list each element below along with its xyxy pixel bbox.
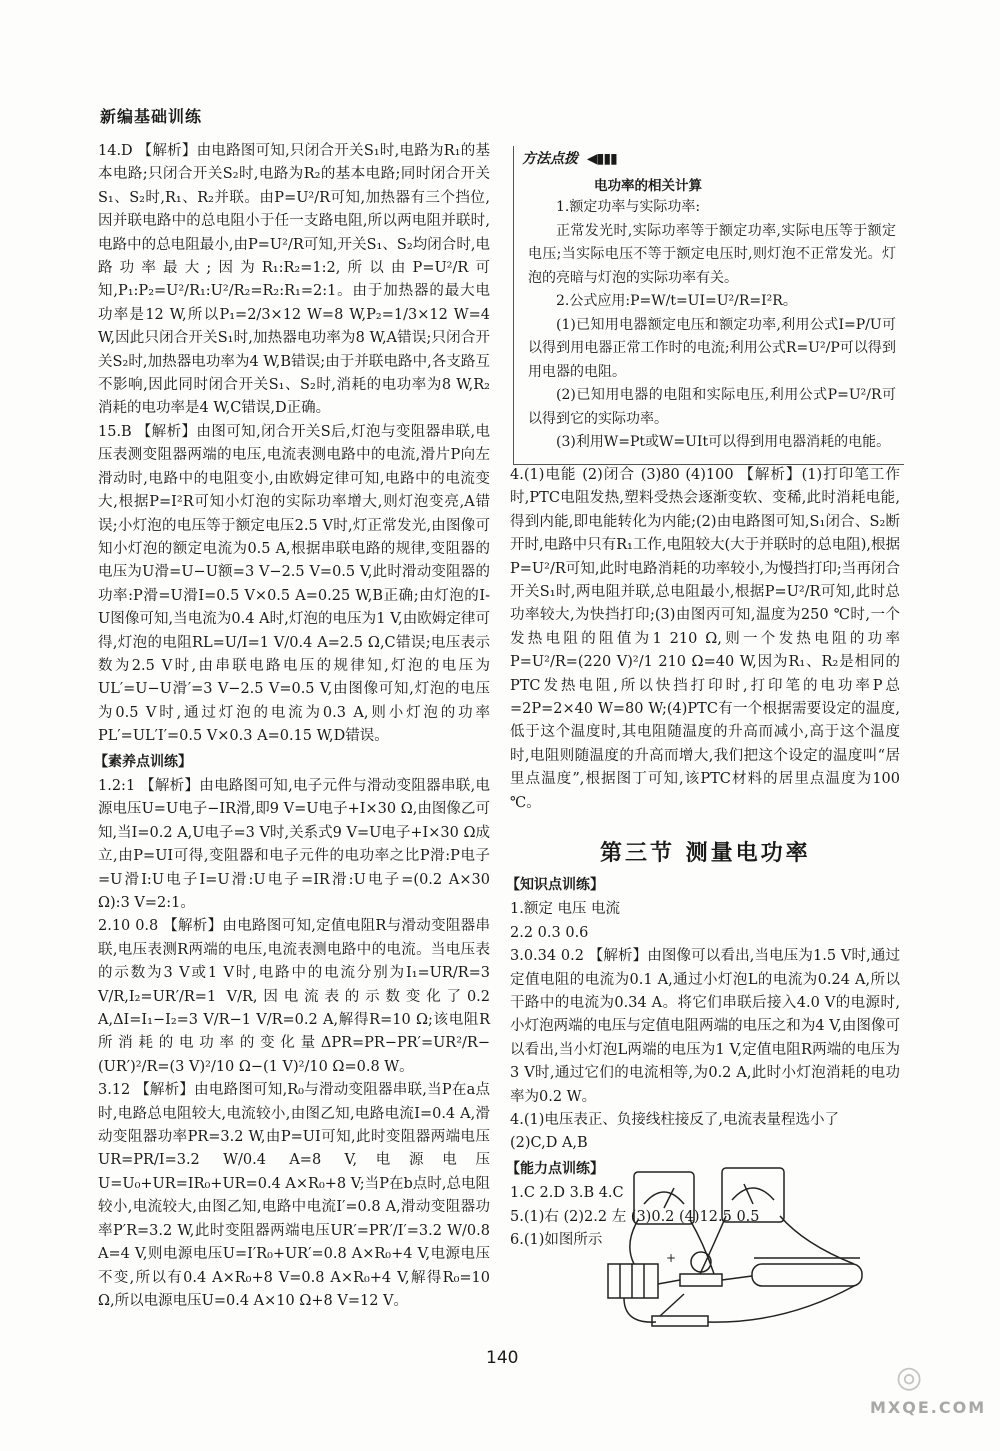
method-tip-heading xyxy=(522,148,617,168)
method-tip-title: 电功率的相关计算 xyxy=(594,178,702,194)
zhishi-4: 4.(1)电压表正、负接线柱接反了,电流表量程选小了 xyxy=(510,1112,839,1129)
suyang-2: 2.10 0.8 【解析】由电路图可知,定值电阻R与滑动变阻器串联,电压表测R两端的电压,电流表测电路中的电流。当电压表的示数为3 V或1 V时,电路中的电流分别为I₁=UR/R=3 V/R,I₂=UR′/R=1 V/R,因电流表的示数变化了0.2 A,ΔI=I₁−I₂=3 V/R−1 V/R=0.2 A,解得R=10 Ω;该电阻R所消耗的电功率的变化量ΔPR=PR−PR′=UR²/R−(UR′)²/R=(3 V)²/10 Ω−(1 V)²/10 Ω=0.8 W。 xyxy=(98,918,490,1075)
page-number: 140 xyxy=(486,1348,519,1368)
ammeter-icon xyxy=(634,1172,694,1224)
answer-14: 14.D 【解析】由电路图可知,只闭合开关S₁时,电路为R₁的基本电路;只闭合开关S₂时,电路为R₂的基本电路;同时闭合开关S₁、S₂时,R₁、R₂并联。由P=U²/R可知,加热器有三个挡位,因并联电路中的总电阻小于任一支路电阻,所以两电阻并联时,电路中的总电阻最小,由P=U²/R可知,开关S₁、S₂均闭合时,电路功率最大;因为R₁:R₂=1:2,所以由P=U²/R可知,P₁:P₂=U²/R₁:U²/R₂=R₂:R₁=2:1。由于加热器的最大电功率是12 W,所以P₁=2/3×12 W=8 W,P₂=1/3×12 W=4 W,因此只闭合开关S₁时,加热器电功率为8 W,A错误;只闭合开关S₂时,加热器电功率为4 W,B错误;由于并联电路中,各支路互不影响,因此同时闭合开关S₁、S₂时,消耗的电功率为8 W,R₂消耗的电功率是4 W,C错误,D正确。 xyxy=(98,143,490,417)
svg-text:+: + xyxy=(666,1251,677,1265)
tip-para: (2)已知用电器的电阻和实际电压,利用公式P=U²/R可以得到它的实际功率。 xyxy=(528,387,896,427)
left-column xyxy=(94,140,490,1313)
answer-4: 4.(1)电能 (2)闭合 (3)80 (4)100 【解析】(1)打印笔工作时,PTC电阻发热,塑料受热会逐渐变软、变稀,此时消耗电能,得到内能,即电能转化为内能;(2)由电路图可知,S₁闭合、S₂断开时,电路中只有R₁工作,电阻较大(大于并联时的总电阻),根据P=U²/R可知,此时电路消耗的功率较小,为慢挡打印;当再闭合开关S₁时,两电阻并联,总电阻最小,根据P=U²/R可知,此时总功率较大,为快挡打印;(3)由图丙可知,温度为250 ℃时,一个发热电阻的阻值为1 210 Ω,则一个发热电阻的功率P=U²/R=(220 V)²/1 210 Ω=40 W,因为R₁、R₂是相同的PTC发热电阻,所以快挡打印时,打印笔的电功率P总=2P=2×40 W=80 W;(4)PTC有一个根据需要设定的温度,低于这个温度时,其电阻随温度的升高而减小,高于这个温度时,电阻则随温度的升高而增大,我们把这个设定的温度叫“居里点温度”,根据图丁可知,该PTC材料的居里点温度为100 ℃。 xyxy=(510,467,900,811)
tip-para: 1.额定功率与实际功率: xyxy=(556,199,701,215)
nengli-1: 1.C 2.D 3.B 4.C xyxy=(510,1185,624,1202)
speaker-icon: ◀▮▮▮ xyxy=(586,151,617,167)
suyang-1: 1.2:1 【解析】由电路图可知,电子元件与滑动变阻器串联,电源电压U=U电子−IR滑,即9 V=U电子+I×30 Ω,由图像乙可知,当I=0.2 A,U电子=3 V时,关系式9 V=U电子+I×30 Ω成立,由P=UI可得,变阻器和电子元件的电功率之比P滑:P电子=U滑I:U电子I=U滑:U电子=IR滑:U电子=(0.2 A×30 Ω):3 V=2:1。 xyxy=(98,777,490,911)
section-suyang: 【素养点训练】 xyxy=(94,753,192,770)
switch-icon xyxy=(652,1316,708,1326)
watermark-url: MXQE.COM xyxy=(870,1398,987,1417)
circuit-diagram xyxy=(604,1164,884,1334)
tip-para: (1)已知用电器额定电压和额定功率,利用公式I=P/U可以得到用电器正常工作时的电流;利用公式R=U²/P可以得到用电器的电阻。 xyxy=(528,316,896,380)
tip-para: 正常发光时,实际功率等于额定功率,实际电压等于额定电压;当实际电压不等于额定电压时,则灯泡不正常发光。灯泡的亮暗与灯泡的实际功率有关。 xyxy=(528,222,896,286)
nengli-3: 6.(1)如图所示 xyxy=(510,1232,603,1249)
zhishi-2: 2.2 0.3 0.6 xyxy=(510,924,589,941)
section-title: 第三节 测量电功率 xyxy=(600,840,811,866)
zhishi-1: 1.额定 电压 电流 xyxy=(510,901,621,918)
watermark-logo: ◎ xyxy=(896,1360,923,1395)
voltmeter-icon xyxy=(722,1168,784,1222)
answer-15: 15.B 【解析】由图可知,闭合开关S后,灯泡与变阻器串联,电压表测变阻器两端的电压,电流表测电路中的电流,滑片P向左滑动时,电路中的电阻变小,由欧姆定律可知,电路中的电流变大,根据P=I²R可知小灯泡的实际功率增大,则灯泡变亮,A错误;小灯泡的电压等于额定电压2.5 V时,灯正常发光,由图像可知小灯泡的额定电流为0.5 A,根据串联电路的规律,变阻器的电压为U滑=U−U额=3 V−2.5 V=0.5 V,此时滑动变阻器的功率:P滑=U滑I=0.5 V×0.5 A=0.25 W,B正确;由灯泡的I-U图像可知,当电流为0.4 A时,灯泡的电压为1 V,由欧姆定律可得,灯泡的电阻RL=U/I=1 V/0.4 A=2.5 Ω,C错误;电压表示数为2.5 V时,由串联电路电压的规律知,灯泡的电压为UL′=U−U滑′=3 V−2.5 V=0.5 V,由图像可知,灯泡的电压为0.5 V时,通过灯泡的电流为0.3 A,则小灯泡的功率PL′=UL′I′=0.5 V×0.3 A=0.15 W,D错误。 xyxy=(98,423,490,745)
battery-icon xyxy=(608,1264,658,1298)
section-nengli: 【能力点训练】 xyxy=(506,1160,604,1177)
suyang-3: 3.12 【解析】由电路图可知,R₀与滑动变阻器串联,当P在a点时,电路总电阻较大,电流较小,由图乙知,电路电流I=0.4 A,滑动变阻器功率PR=3.2 W,由P=UI可知,此时变阻器两端电压UR=PR/I=3.2 W/0.4 A=8 V,电源电压U=U₀+UR=IR₀+UR=0.4 A×R₀+8 V;当P在b点时,总电阻较小,电流较大,由图乙知,电路中电流I′=0.8 A,滑动变阻器功率P′R=3.2 W,此时变阻器两端电压UR′=PR′/I′=3.2 W/0.8 A=4 V,则电源电压U=I′R₀+UR′=0.8 A×R₀+4 V,电源电压不变,所以有0.4 A×R₀+8 V=0.8 A×R₀+4 V,解得R₀=10 Ω,所以电源电压U=0.4 A×10 Ω+8 V=12 V。 xyxy=(98,1082,490,1309)
bulb-base-icon xyxy=(680,1274,722,1286)
section-zhishi: 【知识点训练】 xyxy=(506,877,604,893)
tip-para: (3)利用W=Pt或W=UIt可以得到用电器消耗的电能。 xyxy=(556,434,891,450)
zhishi-3: 3.0.34 0.2 【解析】由图像可以看出,当电压为1.5 V时,通过定值电阻的电流为0.1 A,通过小灯泡L的电流为0.24 A,所以干路中的电流为0.34 A。将它们串联后接入4.0 V的电源时,小灯泡两端的电压与定值电阻两端的电压之和为4 V,由图像可以看出,当小灯泡L两端的电压为1 V,定值电阻R两端的电压为3 V时,通过它们的电流相等,为0.2 A,此时小灯泡消耗的电功率为0.2 W。 xyxy=(510,948,900,1105)
nengli-2: 5.(1)右 (2)2.2 左 (3)0.2 (4)12.5 0.5 xyxy=(510,1208,760,1225)
method-tip-label: 方法点拨 xyxy=(522,151,578,167)
tip-para: 2.公式应用:P=W/t=UI=U²/R=I²R。 xyxy=(556,293,797,309)
rheostat-icon xyxy=(752,1264,862,1286)
header-title: 新编基础训练 xyxy=(100,107,203,126)
right-column-upper xyxy=(510,464,900,815)
zhishi-4b: (2)C,D A,B xyxy=(510,1135,588,1152)
method-tip-body xyxy=(528,196,896,455)
